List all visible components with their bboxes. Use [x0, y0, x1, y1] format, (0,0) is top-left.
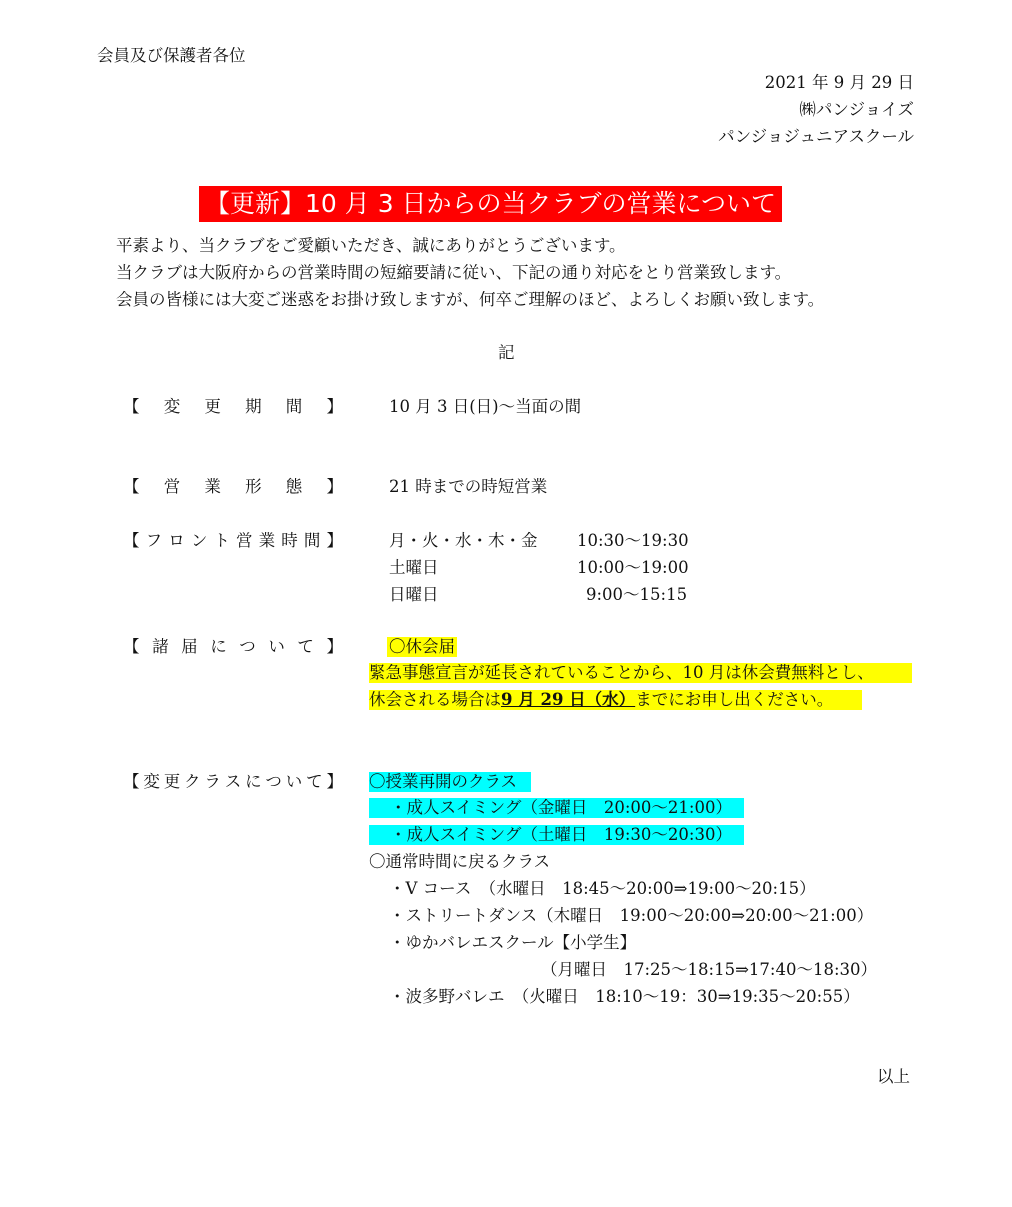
- resume-classes-heading: 〇授業再開のクラス: [369, 772, 531, 792]
- front-days-sunday: 日曜日: [389, 585, 439, 604]
- ki-mark: 記: [498, 343, 515, 362]
- normal-class-item: ・ストリートダンス（木曜日 19:00～20:00⇒20:00～21:00）: [389, 906, 874, 925]
- front-time-saturday: 10:00～19:00: [577, 558, 689, 577]
- front-days-weekday: 月・火・水・木・金: [389, 531, 538, 550]
- company-name: ㈱パンジョイズ: [799, 100, 914, 119]
- label-class-changes: 【 変 更 ク ラ ス に つ い て 】: [123, 772, 343, 791]
- label-business-form: 【 営 業 形 態 】: [123, 477, 343, 496]
- intro-line-3: 会員の皆様には大変ご迷惑をお掛け致しますが、何卒ご理解のほど、よろしくお願い致します。: [116, 290, 825, 309]
- resume-class-item: ・成人スイミング（金曜日 20:00～21:00）: [369, 798, 744, 818]
- leave-form-line-1: 緊急事態宣言が延長されていることから、10 月は休会費無料とし、: [369, 663, 912, 683]
- leave-deadline-date: 9 月 29 日（水）: [501, 690, 636, 709]
- business-form-value: 21 時までの時短営業: [389, 477, 548, 496]
- change-period-value: 10 月 3 日(日)～当面の間: [389, 397, 582, 416]
- normal-class-item: ・ゆかバレエスクール【小学生】: [389, 933, 637, 952]
- normal-class-item: ・波多野バレエ （火曜日 18:10～19：30⇒19:35～20:55）: [389, 987, 860, 1006]
- leave-form-heading: 〇休会届: [389, 637, 455, 656]
- recipient: 会員及び保護者各位: [97, 46, 246, 65]
- intro-line-2: 当クラブは大阪府からの営業時間の短縮要請に従い、下記の通り対応をとり営業致します。: [116, 263, 792, 282]
- front-time-sunday: 9:00～15:15: [586, 585, 688, 604]
- label-change-period: 【 変 更 期 間 】: [123, 397, 343, 416]
- front-days-saturday: 土曜日: [389, 558, 439, 577]
- normal-class-item-detail: （月曜日 17:25～18:15⇒17:40～18:30）: [541, 960, 878, 979]
- label-front-hours: 【 フ ロ ン ト 営 業 時 間 】: [123, 531, 343, 550]
- label-forms: 【 諸 届 に つ い て 】: [123, 637, 343, 656]
- school-name: パンジョジュニアスクール: [718, 127, 914, 146]
- normal-classes-heading: 〇通常時間に戻るクラス: [369, 852, 551, 871]
- date: 2021 年 9 月 29 日: [764, 73, 914, 92]
- front-time-weekday: 10:30～19:30: [577, 531, 689, 550]
- normal-class-item: ・V コース （水曜日 18:45～20:00⇒19:00～20:15）: [389, 879, 816, 898]
- leave-form-line-2: 休会される場合は9 月 29 日（水）までにお申し出ください。: [369, 690, 862, 710]
- intro-line-1: 平素より、当クラブをご愛顧いただき、誠にありがとうございます。: [116, 236, 626, 255]
- resume-class-item: ・成人スイミング（土曜日 19:30～20:30）: [369, 825, 744, 845]
- closing-mark: 以上: [877, 1067, 910, 1086]
- page-title: 【更新】10 月 3 日からの当クラブの営業について: [199, 186, 782, 222]
